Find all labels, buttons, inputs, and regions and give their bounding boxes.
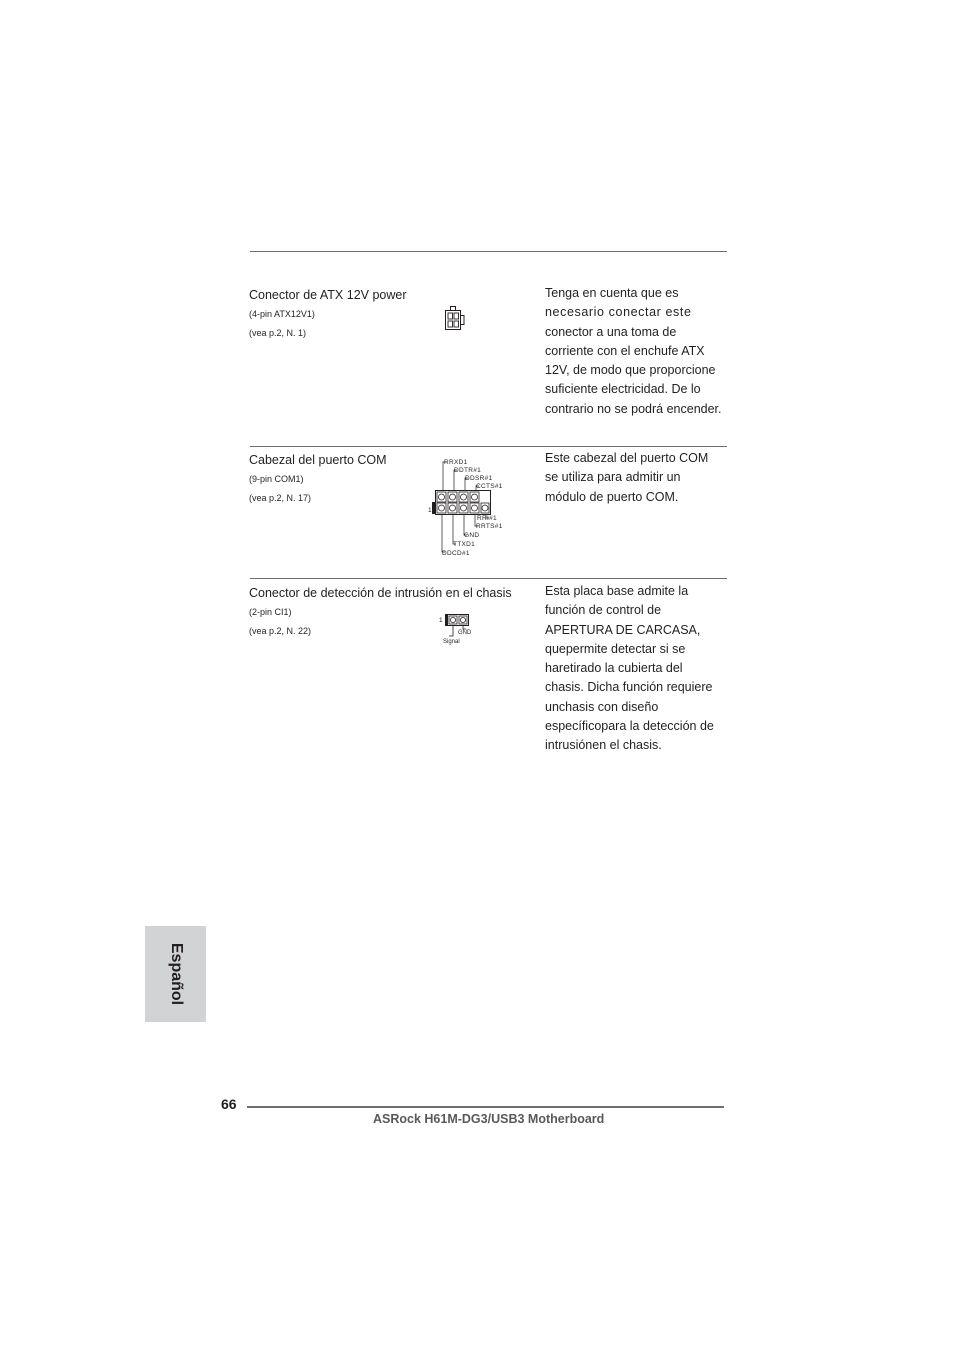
chassis-intrusion-title: Conector de detección de intrusión en el chasis xyxy=(249,586,512,600)
desc-line: haretirado la cubierta del xyxy=(545,661,683,676)
chassis-intrusion-section xyxy=(249,586,727,762)
chassis-intrusion-diagram xyxy=(439,612,479,646)
top-rule xyxy=(250,251,727,252)
ci-label-signal: Signal xyxy=(443,639,460,645)
atx12v-ref: (vea p.2, N. 1) xyxy=(249,328,307,338)
com-label-gnd: GND xyxy=(464,532,480,539)
desc-line: módulo de puerto COM. xyxy=(545,489,679,504)
com-pin-label: (9-pin COM1) xyxy=(249,474,304,484)
com-header-diagram xyxy=(429,457,509,563)
atx12v-description xyxy=(545,284,735,419)
footer-title: ASRock H61M-DG3/USB3 Motherboard xyxy=(373,1112,605,1126)
desc-line: chasis. Dicha función requiere xyxy=(545,680,713,695)
com-title: Cabezal del puerto COM xyxy=(249,453,387,467)
section-rule xyxy=(250,578,727,579)
desc-line: Esta placa base admite la xyxy=(545,584,689,598)
atx12v-pin-label: (4-pin ATX12V1) xyxy=(249,309,315,319)
com-label-ddsr1: DDSR#1 xyxy=(465,475,493,482)
com-label-rrts1: RRTS#1 xyxy=(476,523,503,530)
com-label-ttxd1: TTXD1 xyxy=(453,541,476,548)
desc-line: necesario conectar este xyxy=(545,305,692,320)
desc-line: intrusiónen el chasis. xyxy=(545,738,662,753)
desc-line: corriente con el enchufe ATX xyxy=(545,343,705,358)
atx12v-title: Conector de ATX 12V power xyxy=(249,288,407,302)
com-label-ccts1: CCTS#1 xyxy=(476,483,503,490)
com-section xyxy=(249,453,727,571)
page-number: 66 xyxy=(221,1096,237,1112)
atx12v-connector-diagram xyxy=(444,305,470,333)
language-tab-label: Español xyxy=(167,942,185,1006)
desc-line: APERTURA DE CARCASA, xyxy=(545,622,701,637)
desc-line: 12V, de modo que proporcione xyxy=(545,363,716,378)
ci-label-gnd: GND xyxy=(458,630,472,636)
footer-rule xyxy=(247,1106,724,1108)
chassis-intrusion-pin-label: (2-pin CI1) xyxy=(249,607,292,617)
com-label-pin1: 1 xyxy=(428,507,432,514)
desc-line: quepermite detectar si se xyxy=(545,641,686,656)
com-label-rrxd1: RRXD1 xyxy=(444,459,468,466)
desc-line: se utiliza para admitir un xyxy=(545,470,681,485)
desc-line: específicopara la detección de xyxy=(545,719,714,734)
com-label-ddcd1: DDCD#1 xyxy=(442,550,470,557)
desc-line: Tenga en cuenta que es xyxy=(545,286,679,300)
com-description xyxy=(545,449,735,507)
com-ref: (vea p.2, N. 17) xyxy=(249,493,312,503)
language-side-tab xyxy=(145,926,206,1022)
desc-line: suficiente electricidad. De lo xyxy=(545,382,701,397)
chassis-intrusion-ref: (vea p.2, N. 22) xyxy=(249,626,312,636)
com-label-ddtr1: DDTR#1 xyxy=(454,467,482,474)
desc-line: contrario no se podrá encender. xyxy=(545,401,722,416)
desc-line: conector a una toma de xyxy=(545,324,677,339)
desc-line: Este cabezal del puerto COM xyxy=(545,451,709,465)
section-rule xyxy=(250,446,727,447)
atx12v-section xyxy=(249,288,727,428)
com-label-ri1: RRI#1 xyxy=(477,515,497,522)
desc-line: unchasis con diseño xyxy=(545,699,659,714)
ci-label-pin1: 1 xyxy=(439,617,443,624)
desc-line: función de control de xyxy=(545,603,662,618)
chassis-intrusion-description xyxy=(545,582,735,756)
